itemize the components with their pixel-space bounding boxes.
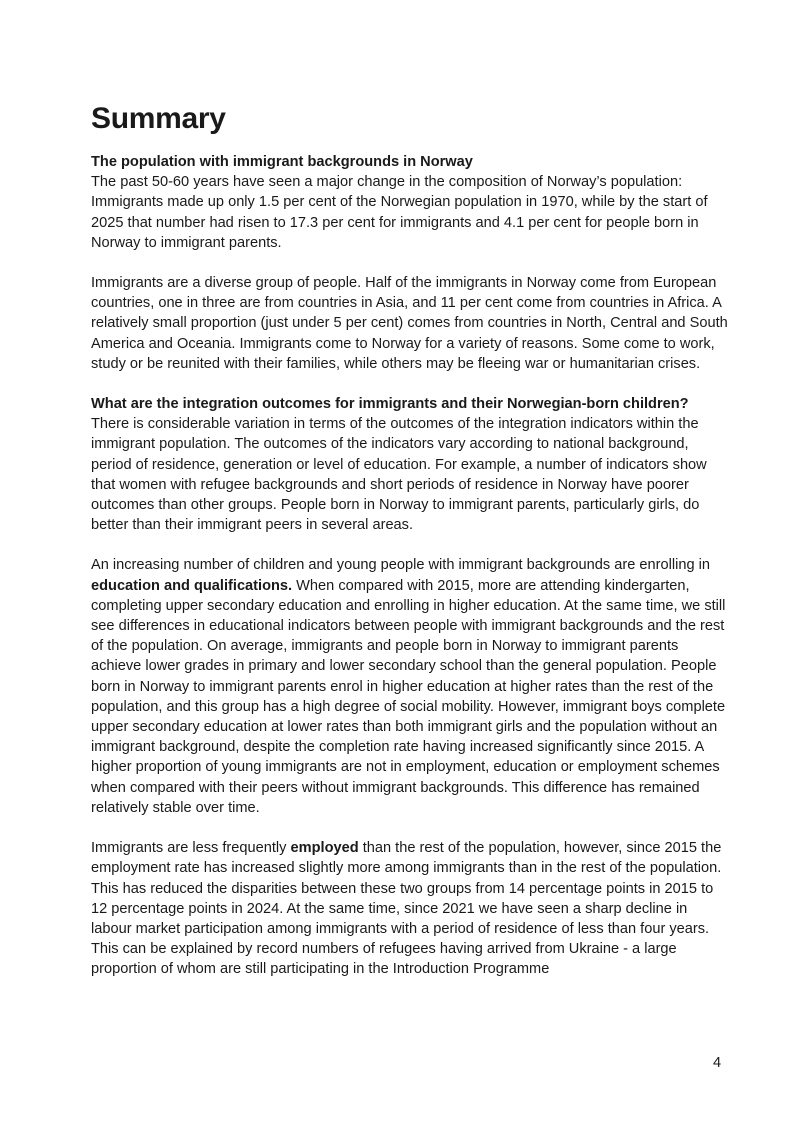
page-number: 4 bbox=[713, 1055, 722, 1071]
section-population-paragraph-2: Immigrants are a diverse group of people. Half of the immigrants in Norway come from European countries, one in three are from countries in Asia, and 11 per cent come from countries in Africa. A relatively small proportion (just under 5 per cent) comes from countries in North, Central and South America and Oceania. Immigrants come to Norway for a variety of reasons. Some come to work, study or be reunited with their families, while others may be fleeing war or humanitarian crises. bbox=[91, 275, 728, 372]
page-title: Summary bbox=[91, 102, 226, 135]
bold-term-employed: employed bbox=[290, 840, 359, 857]
paragraph-text: There is considerable variation in terms of the outcomes of the integration indicators within the immigrant population. The outcomes of the indicators vary according to national background, period of residence, generation or level of education. For example, a number of indicators show that women with refugee backgrounds and short periods of residence in Norway have poorer outcomes than other groups. People born in Norway to immigrant parents, particularly girls, do better than their immigrant peers in several areas. bbox=[91, 416, 707, 534]
paragraph-text: The past 50-60 years have seen a major change in the composition of Norway’s population: Immigrants made up only 1.5 per cent of the Norwegian population in 1970, while by the start of 2025 that number had risen to 17.3 per cent for immigrants and 4.1 per cent for people born in Norway to immigrant parents. bbox=[91, 174, 708, 251]
employment-paragraph bbox=[91, 838, 731, 979]
section-population-paragraph-1 bbox=[91, 152, 731, 253]
section-outcomes-paragraph-1 bbox=[91, 394, 731, 535]
bold-term-education: education and qualifications. bbox=[91, 577, 293, 594]
section-heading-outcomes: What are the integration outcomes for immigrants and their Norwegian-born children? bbox=[91, 396, 689, 413]
document-page bbox=[91, 102, 731, 1000]
paragraph-text: Immigrants are less frequently bbox=[91, 840, 291, 857]
education-paragraph bbox=[91, 555, 731, 818]
section-heading-population: The population with immigrant backgrounds in Norway bbox=[91, 154, 473, 170]
paragraph-text: An increasing number of children and young people with immigrant backgrounds are enrolling in bbox=[91, 557, 710, 574]
paragraph-text: When compared with 2015, more are attending kindergarten, completing upper secondary education and enrolling in higher education. At the same time, we still see differences in educational indicators between people with immigrant backgrounds and the rest of the population. On average, immigrants and people born in Norway to immigrant parents achieve lower grades in primary and lower secondary school than the general population. People born in Norway to immigrant parents enrol in higher education at higher rates than the rest of the population, and this group has a high degree of social mobility. However, immigrant boys complete upper secondary education at lower rates than both immigrant girls and the population without an immigrant background, despite the completion rate having increased significantly since 2015. A higher proportion of young immigrants are not in employment, education or employment schemes when compared with their peers without immigrant backgrounds. This difference has remained relatively stable over time. bbox=[91, 577, 726, 816]
paragraph-text: than the rest of the population, however, since 2015 the employment rate has increased slightly more among immigrants than in the rest of the population. This has reduced the disparities between these two groups from 14 percentage points in 2015 to 12 percentage points in 2024. At the same time, since 2021 we have seen a sharp decline in labour market participation among immigrants with a period of residence of less than four years. This can be explained by record numbers of refugees having arrived from Ukraine - a large proportion of whom are still participating in the Introduction Programme bbox=[91, 840, 722, 978]
